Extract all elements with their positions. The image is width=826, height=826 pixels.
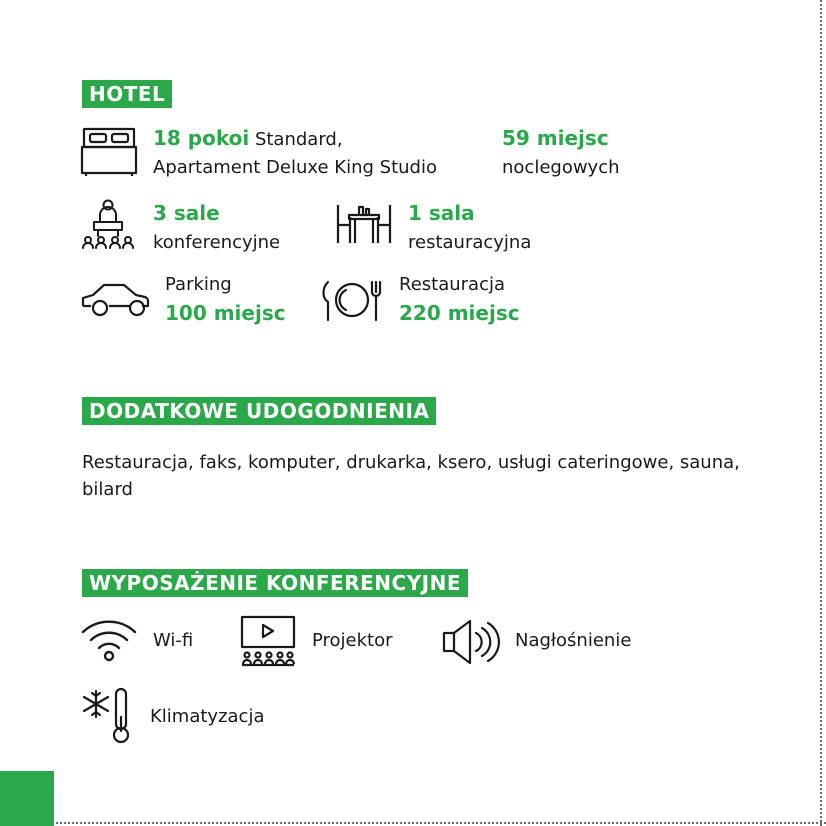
- amenities-text: Restauracja, faks, komputer, drukarka, ksero, usługi cateringowe, sauna, bilard: [82, 452, 740, 500]
- dotted-border-bottom: [0, 822, 826, 824]
- equipment-label-ac: Klimatyzacja: [150, 706, 265, 727]
- restaurant-hall-count: 1 sala: [408, 201, 475, 225]
- equipment-label-speaker: Nagłośnienie: [515, 630, 632, 651]
- restaurant-info: [399, 271, 520, 329]
- conference-info: [153, 199, 280, 257]
- car-icon: [80, 282, 150, 318]
- amenities-heading: DODATKOWE UDOGODNIENIA: [82, 397, 436, 425]
- air-conditioning-icon: [80, 687, 136, 745]
- beds-label: noclegowych: [502, 157, 620, 178]
- speaker-icon: [442, 619, 500, 665]
- conference-label: konferencyjne: [153, 232, 281, 253]
- restaurant-hall-info: [408, 199, 531, 257]
- beds-info: [502, 124, 620, 182]
- equipment-heading: WYPOSAŻENIE KONFERENCYJNE: [82, 569, 468, 597]
- corner-accent-block: [0, 771, 54, 826]
- rooms-info: [153, 124, 437, 182]
- bed-icon: [80, 127, 138, 177]
- restaurant-hall-label: restauracyjna: [408, 232, 532, 253]
- parking-label: Parking: [165, 274, 232, 295]
- wifi-icon: [80, 618, 138, 664]
- projector-icon: [240, 615, 296, 667]
- rooms-count: 18 pokoi: [153, 126, 250, 150]
- parking-info: [165, 271, 286, 329]
- restaurant-label: Restauracja: [399, 274, 506, 295]
- hotel-heading: HOTEL: [82, 80, 172, 108]
- restaurant-value: 220 miejsc: [399, 301, 520, 325]
- rooms-type: Standard,: [254, 129, 343, 150]
- equipment-label-projector: Projektor: [312, 630, 393, 651]
- rooms-line2: Apartament Deluxe King Studio: [153, 157, 437, 178]
- conference-count: 3 sale: [153, 201, 220, 225]
- plate-cutlery-icon: [322, 280, 384, 322]
- parking-value: 100 miejsc: [165, 301, 286, 325]
- dotted-border-right: [820, 0, 822, 826]
- equipment-label-wifi: Wi-fi: [153, 630, 194, 651]
- conference-room-icon: [80, 198, 136, 252]
- beds-count: 59 miejsc: [502, 126, 609, 150]
- restaurant-table-icon: [335, 203, 393, 247]
